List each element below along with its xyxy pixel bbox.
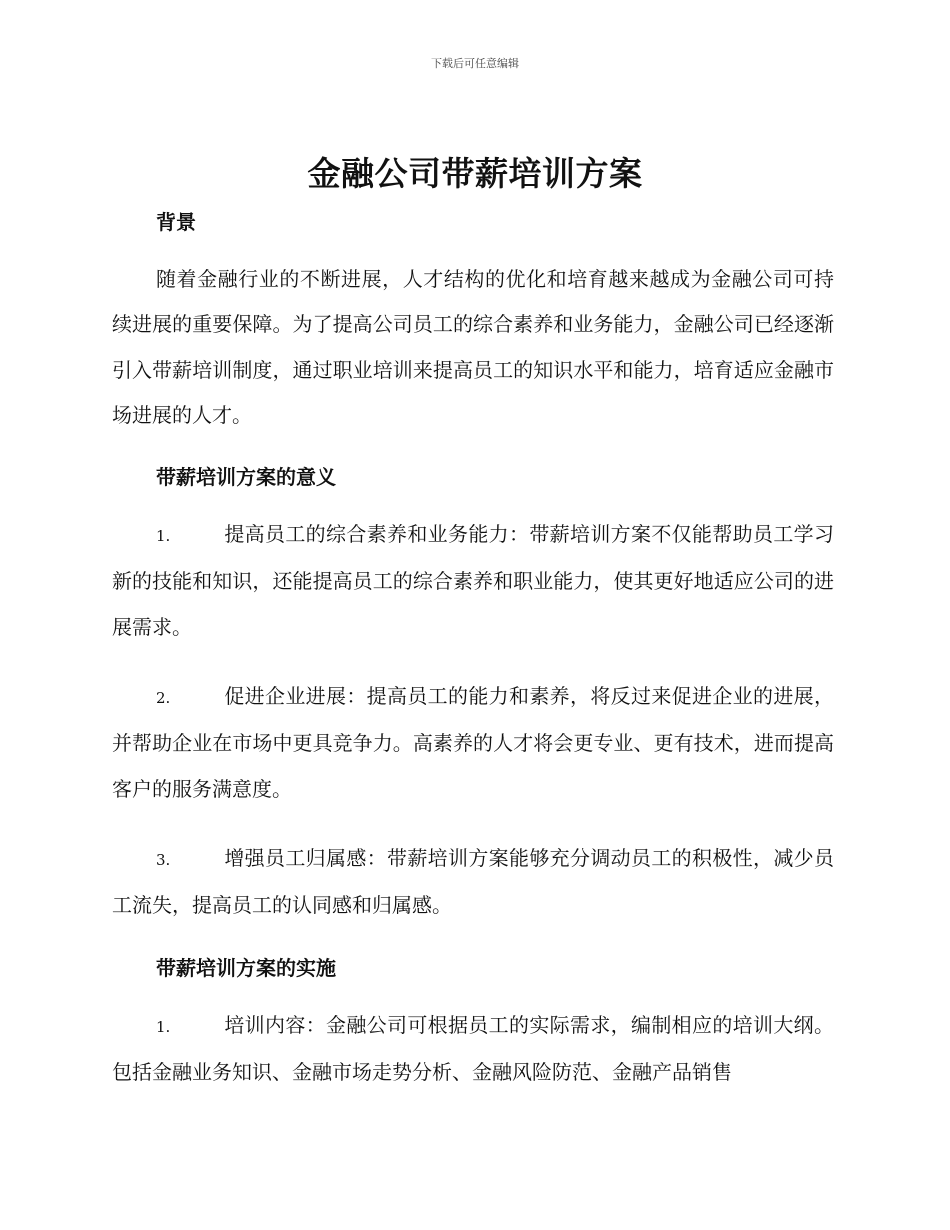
item-number: 2. [156, 689, 171, 708]
item-number: 1. [156, 1017, 171, 1036]
significance-item-3 [112, 836, 834, 929]
significance-item-1 [112, 512, 834, 650]
document-body [112, 203, 834, 1095]
background-paragraph: 随着金融行业的不断进展，人才结构的优化和培育越来越成为金融公司可持续进展的重要保障。为了提高公司员工的综合素养和业务能力，金融公司已经逐渐引入带薪培训制度，通过职业培训来提高员工的知识水平和能力，培育适应金融市场进展的人才。 [112, 267, 834, 427]
implementation-item-1 [112, 1003, 834, 1096]
item-text: 提高员工的综合素养和业务能力：带薪培训方案不仅能帮助员工学习新的技能和知识，还能提高员工的综合素养和职业能力，使其更好地适应公司的进展需求。 [112, 522, 834, 639]
header-note: 下载后可任意编辑 [431, 57, 519, 70]
section-heading-background: 背景 [156, 210, 196, 234]
section-heading-implementation: 带薪培训方案的实施 [156, 955, 336, 980]
document-title: 金融公司带薪培训方案 [307, 154, 643, 193]
item-text: 增强员工归属感：带薪培训方案能够充分调动员工的积极性，减少员工流失，提高员工的认同感和归属感。 [112, 845, 834, 918]
section-heading-significance: 带薪培训方案的意义 [156, 465, 336, 490]
item-text: 促进企业进展：提高员工的能力和素养，将反过来促进企业的进展，并帮助企业在市场中更具竞争力。高素养的人才将会更专业、更有技术，进而提高客户的服务满意度。 [112, 684, 834, 801]
item-number: 3. [156, 850, 171, 869]
item-number: 1. [156, 527, 171, 546]
significance-item-2 [112, 674, 834, 812]
item-text: 培训内容：金融公司可根据员工的实际需求，编制相应的培训大纲。包括金融业务知识、金融市场走势分析、金融风险防范、金融产品销售 [112, 1012, 834, 1084]
